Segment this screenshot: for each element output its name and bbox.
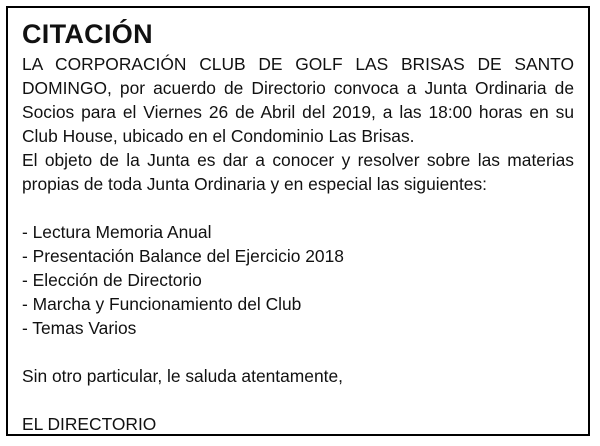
agenda-item: - Temas Varios — [22, 318, 137, 338]
convocation-paragraph — [22, 52, 574, 148]
blank-line — [22, 388, 574, 412]
convocation-body: DOMINGO, por acuerdo de Directorio convoca a Junta Ordinaria de Socios para el Viernes 26 de Abril del 2019, a las 18:00 horas en su Club House, ubicado en el Condominio Las Brisas. — [22, 78, 574, 146]
agenda-item: - Presentación Balance del Ejercicio 2018 — [22, 246, 344, 266]
agenda-list — [22, 220, 574, 340]
blank-line — [22, 196, 574, 220]
signature: EL DIRECTORIO — [22, 414, 157, 434]
convocation-first-line: LA CORPORACIÓN CLUB DE GOLF LAS BRISAS DE SANTO — [22, 54, 574, 74]
agenda-item: - Lectura Memoria Anual — [22, 222, 212, 242]
agenda-item: - Marcha y Funcionamiento del Club — [22, 294, 302, 314]
citation-notice — [6, 6, 590, 436]
agenda-item: - Elección de Directorio — [22, 270, 202, 290]
purpose-paragraph: El objeto de la Junta es dar a conocer y resolver sobre las materias propias de toda Junta Ordinaria y en especial las siguientes: — [22, 150, 574, 194]
notice-title: CITACIÓN — [22, 19, 153, 49]
closing-line: Sin otro particular, le saluda atentamente, — [22, 366, 343, 386]
blank-line — [22, 340, 574, 364]
